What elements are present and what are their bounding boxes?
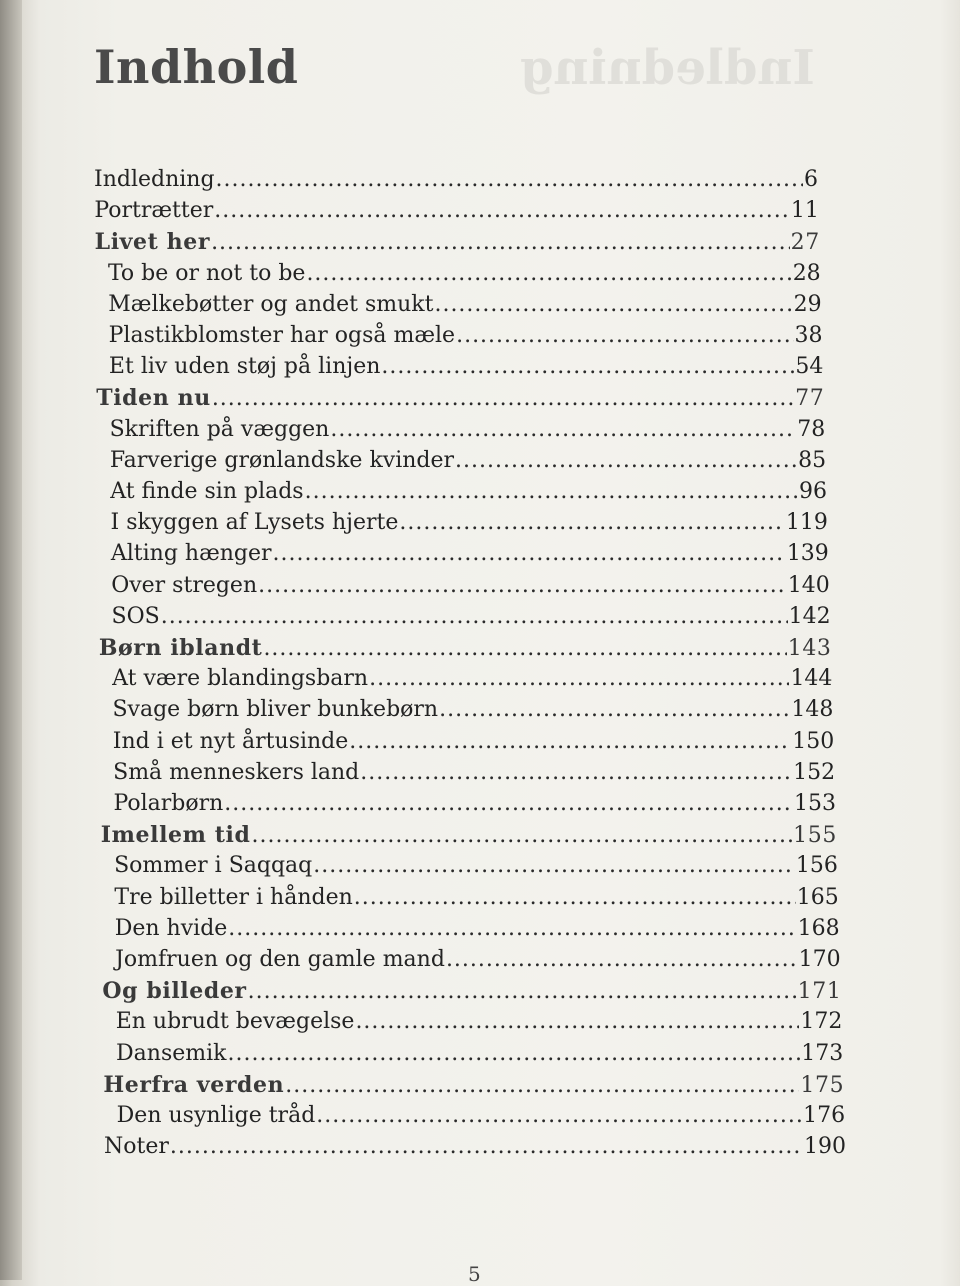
page-title: Indhold — [94, 40, 299, 94]
toc-section-row — [99, 634, 832, 663]
toc-entry-row — [117, 1102, 845, 1130]
toc-leader-dots — [446, 946, 798, 974]
toc-entry-label: Alting hænger — [110, 541, 272, 567]
toc-page-number: 190 — [804, 1134, 846, 1160]
toc-leader-dots — [355, 1008, 799, 1036]
toc-leader-dots — [330, 416, 796, 444]
toc-page-number: 153 — [794, 791, 837, 816]
toc-entry-label: Jomfruen og den gamle mand — [115, 947, 445, 972]
toc-section-row — [96, 384, 824, 413]
toc-page-number: 155 — [793, 823, 837, 849]
toc-leader-dots — [212, 385, 794, 413]
toc-entry-label: Skriften på væggen — [109, 416, 330, 442]
toc-entry-row — [109, 322, 823, 350]
toc-entry-label: Tiden nu — [96, 385, 211, 412]
toc-leader-dots — [305, 478, 798, 506]
toc-page-number: 172 — [800, 1009, 843, 1035]
toc-page-number: 139 — [786, 541, 829, 567]
toc-page-number: 11 — [790, 198, 819, 224]
toc-entry-label: I skyggen af Lysets hjerte — [110, 510, 399, 536]
toc-leader-dots — [263, 635, 786, 663]
toc-leader-dots — [439, 696, 790, 724]
toc-entry-row — [110, 478, 827, 506]
toc-entry-row — [111, 572, 830, 600]
toc-entry-row — [113, 728, 834, 756]
toc-leader-dots — [228, 915, 796, 943]
toc-entry-row — [116, 1040, 843, 1068]
toc-entry-row — [110, 416, 826, 444]
toc-leader-dots — [399, 509, 785, 537]
toc-leader-dots — [214, 197, 790, 225]
toc-entry-row — [112, 665, 832, 693]
toc-entry-row — [112, 603, 831, 631]
toc-entry-row — [94, 166, 818, 194]
toc-leader-dots — [369, 665, 789, 693]
toc-page-number: 142 — [788, 603, 831, 629]
toc-entry-label: Indledning — [94, 167, 215, 192]
toc-page-number: 175 — [800, 1072, 845, 1098]
toc-entry-row — [111, 540, 829, 568]
toc-section-row — [101, 821, 837, 850]
toc-entry-label: Et liv uden støj på linjen — [108, 354, 381, 380]
toc-entry-label: To be or not to be — [107, 260, 306, 286]
toc-entry-label: Polarbørn — [113, 791, 224, 816]
toc-entry-row — [104, 1133, 846, 1161]
toc-leader-dots — [381, 353, 794, 381]
toc-leader-dots — [273, 540, 786, 568]
toc-entry-label: Den hvide — [114, 915, 228, 941]
toc-page-number: 150 — [792, 728, 835, 754]
toc-entry-row — [109, 353, 823, 381]
toc-page-number: 77 — [795, 386, 825, 412]
toc-page-number: 171 — [797, 979, 842, 1005]
toc-page-number: 29 — [793, 291, 822, 317]
toc-leader-dots — [216, 166, 803, 194]
toc-page-number: 54 — [795, 354, 824, 380]
toc-leader-dots — [316, 1102, 802, 1130]
page-number: 5 — [468, 1262, 481, 1286]
toc-leader-dots — [313, 852, 795, 880]
toc-section-row — [103, 1071, 844, 1100]
toc-entry-label: Sommer i Saqqaq — [114, 853, 313, 879]
toc-entry-row — [108, 260, 821, 288]
toc-entry-label: Plastikblomster har også mæle — [108, 323, 456, 348]
toc-entry-row — [114, 852, 838, 880]
toc-entry-row — [115, 946, 841, 974]
toc-entry-label: Noter — [104, 1134, 169, 1160]
toc-leader-dots — [354, 884, 796, 912]
toc-page-number: 152 — [793, 759, 836, 785]
toc-leader-dots — [434, 291, 792, 319]
toc-page-number: 6 — [804, 167, 818, 192]
toc-leader-dots — [258, 572, 787, 600]
toc-entry-label: En ubrudt bevægelse — [115, 1009, 355, 1035]
toc-leader-dots — [285, 1072, 799, 1100]
toc-entry-row — [112, 696, 833, 724]
toc-entry-label: Livet her — [94, 229, 211, 256]
toc-page-number: 27 — [790, 230, 820, 256]
toc-leader-dots — [170, 1133, 803, 1161]
toc-leader-dots — [349, 728, 791, 756]
toc-entry-row — [113, 790, 836, 818]
toc-entry-row — [94, 197, 819, 225]
toc-entry-label: Tre billetter i hånden — [114, 884, 353, 910]
toc-entry-label: Svage børn bliver bunkebørn — [112, 697, 439, 723]
toc-entry-label: Portrætter — [94, 198, 214, 224]
toc-page-number: 38 — [794, 323, 823, 348]
toc-leader-dots — [228, 1040, 801, 1068]
toc-page-number: 140 — [787, 572, 830, 598]
toc-leader-dots — [306, 260, 791, 288]
toc-leader-dots — [251, 822, 792, 850]
toc-entry-label: Imellem tid — [100, 822, 251, 849]
toc-entry-label: Over stregen — [111, 572, 258, 598]
toc-entry-label: Og billeder — [102, 978, 247, 1005]
toc-entry-label: Mælkebøtter og andet smukt — [108, 291, 434, 317]
toc-entry-row — [115, 915, 840, 943]
toc-entry-label: Den usynlige tråd — [116, 1103, 316, 1128]
toc-page-number: 173 — [801, 1040, 844, 1066]
toc-entry-label: Dansemik — [116, 1040, 227, 1066]
toc-page-number: 96 — [799, 479, 828, 504]
toc-leader-dots — [224, 790, 793, 818]
toc-page-number: 148 — [791, 697, 834, 723]
toc-page-number: 168 — [797, 915, 840, 941]
toc-page-number: 170 — [798, 947, 841, 972]
toc-entry-label: Herfra verden — [103, 1071, 285, 1098]
toc-entry-row — [110, 447, 826, 475]
toc-entry-label: Små menneskers land — [113, 759, 360, 785]
toc-page-number: 143 — [787, 636, 832, 661]
toc-page-number: 78 — [797, 416, 826, 442]
toc-entry-row — [111, 509, 828, 537]
toc-leader-dots — [360, 759, 792, 787]
toc-page-number: 119 — [785, 510, 828, 536]
toc-page-number: 176 — [803, 1103, 846, 1128]
toc-section-row — [102, 977, 841, 1006]
toc-entry-label: SOS — [111, 603, 160, 629]
toc-entry-row — [114, 884, 838, 912]
toc-entry-label: Ind i et nyt årtusinde — [112, 728, 349, 754]
toc-entry-label: At være blandingsbarn — [112, 666, 369, 692]
toc-leader-dots — [161, 603, 788, 631]
bleed-through-text: Indledning — [520, 40, 815, 96]
toc-entry-row — [108, 291, 821, 319]
toc-entry-label: Børn iblandt — [98, 635, 263, 661]
toc-leader-dots — [456, 322, 793, 350]
toc-leader-dots — [455, 447, 797, 475]
toc-leader-dots — [211, 229, 790, 257]
toc-page-number: 85 — [798, 447, 827, 473]
toc-entry-label: Farverige grønlandske kvinder — [109, 447, 455, 473]
toc-page-number: 156 — [795, 853, 838, 879]
toc-entry-label: At finde sin plads — [110, 479, 304, 504]
toc-entry-row — [113, 759, 835, 787]
toc-section-row — [95, 228, 820, 257]
toc-leader-dots — [248, 978, 797, 1006]
toc-entry-row — [116, 1008, 843, 1036]
toc-page-number: 165 — [796, 884, 839, 910]
toc-page-number: 28 — [792, 260, 821, 286]
toc-page-number: 144 — [790, 666, 833, 692]
